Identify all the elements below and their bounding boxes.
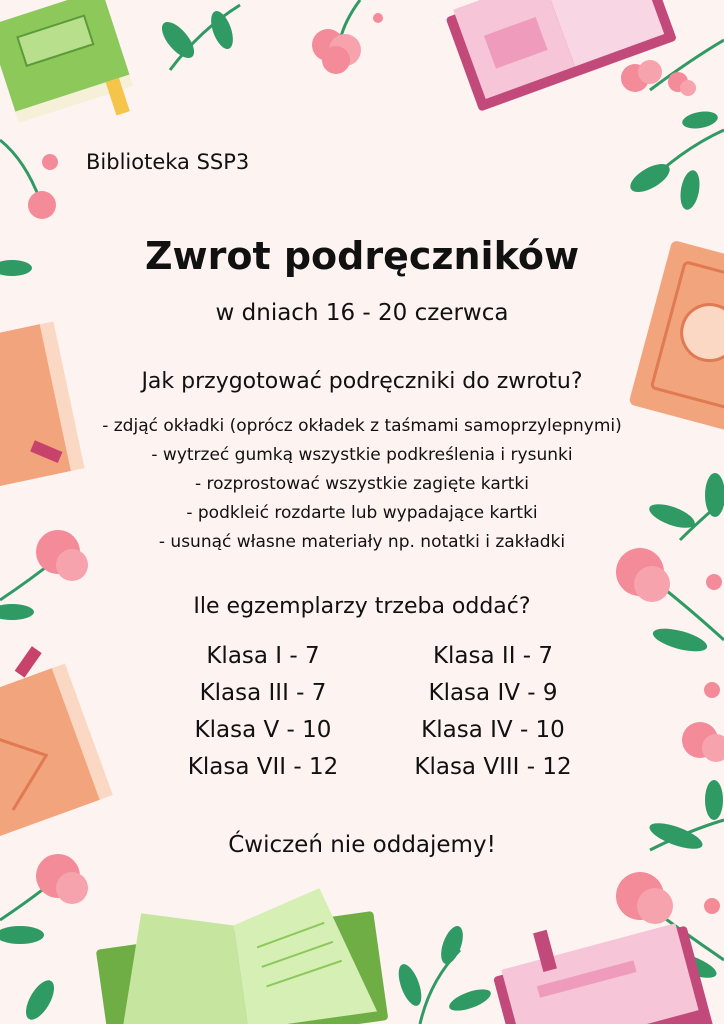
pink-book-illustration [485, 895, 715, 1024]
tulip-icon [682, 682, 724, 762]
class-count-item: Klasa IV - 10 [421, 717, 565, 743]
list-item: - wytrzeć gumką wszystkie podkreślenia i rysunki [151, 445, 573, 465]
prep-question-heading: Jak przygotować podręczniki do zwrotu? [141, 369, 583, 394]
library-name: Biblioteka SSP3 [86, 150, 250, 174]
date-range: w dniach 16 - 20 czerwca [215, 300, 509, 326]
class-count-item: Klasa VIII - 12 [414, 754, 572, 780]
class-count-grid [148, 638, 608, 786]
count-question-heading: Ile egzemplarzy trzeba oddać? [193, 594, 531, 619]
leaf-sprig-icon [626, 109, 724, 211]
class-count-item: Klasa III - 7 [199, 680, 327, 706]
page-title: Zwrot podręczników [144, 234, 580, 278]
tulip-icon [0, 854, 88, 1024]
list-item: - podkleić rozdarte lub wypadające kartki [186, 503, 538, 523]
class-count-item: Klasa IV - 9 [428, 680, 558, 706]
class-count-item: Klasa VII - 12 [187, 754, 339, 780]
green-book-illustration [92, 881, 389, 1024]
list-item: - usunąć własne materiały np. notatki i zakładki [158, 532, 566, 552]
class-count-item: Klasa I - 7 [206, 643, 320, 669]
tulip-icon [312, 0, 383, 74]
class-count-item: Klasa II - 7 [432, 643, 554, 669]
footer-note: Ćwiczeń nie oddajemy! [228, 832, 496, 858]
list-item: - rozprostować wszystkie zagięte kartki [194, 474, 529, 494]
prep-steps-list [0, 412, 724, 557]
leaf-sprig-icon [394, 923, 493, 1024]
pink-book-illustration [444, 0, 677, 112]
green-book-illustration [0, 0, 140, 145]
tulip-icon [616, 872, 724, 983]
tulip-icon [621, 40, 724, 96]
list-item: - zdjąć okładki (oprócz okładek z taśmami samoprzylepnymi) [102, 416, 622, 436]
orange-book-illustration [0, 638, 113, 840]
class-count-item: Klasa V - 10 [194, 717, 332, 743]
leaf-sprig-icon [156, 5, 240, 70]
